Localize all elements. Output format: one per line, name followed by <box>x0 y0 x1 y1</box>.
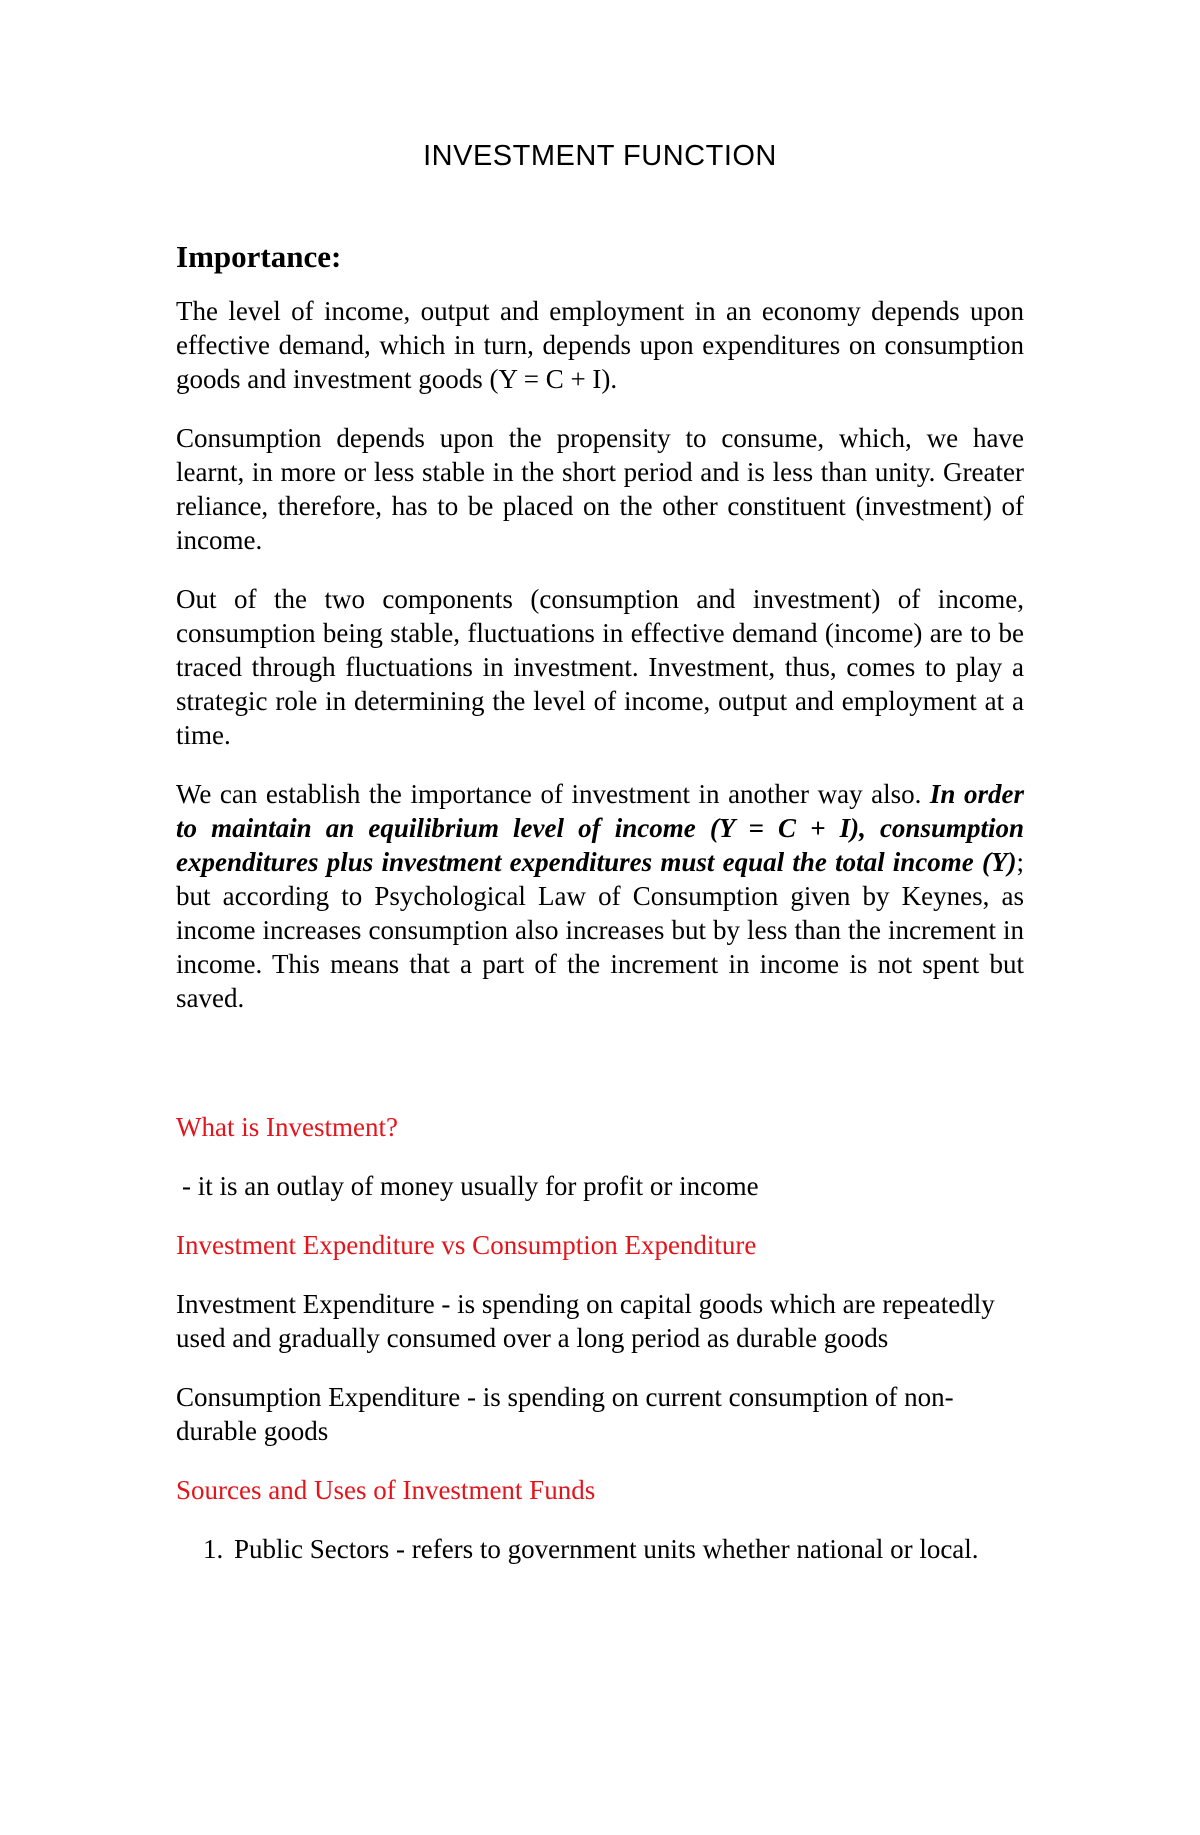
investment-expenditure-definition: Investment Expenditure - is spending on capital goods which are repeatedly used and gradually consumed over a long period as durable goods <box>176 1289 995 1353</box>
spacer <box>176 1040 1024 1110</box>
importance-paragraph-4 <box>176 777 1024 1015</box>
document-body <box>176 240 1024 1566</box>
paragraph-4-intro: We can establish the importance of investment in another way also. <box>176 779 930 809</box>
list-item: 1. Public Sectors - refers to government units whether national or local. <box>230 1532 1024 1566</box>
document-title: INVESTMENT FUNCTION <box>423 140 777 172</box>
importance-paragraph-3: Out of the two components (consumption and investment) of income, consumption being stable, fluctuations in effective demand (income) are to be traced through fluctuations in investment. Investment, thus, comes to play a strategic role in determining the level of income, output and employment at a time. <box>176 584 1024 750</box>
sources-list <box>176 1532 1024 1566</box>
investment-definition: - it is an outlay of money usually for profit or income <box>182 1171 759 1201</box>
importance-paragraph-1: The level of income, output and employment in an economy depends upon effective demand, which in turn, depends upon expenditures on consumption goods and investment goods (Y = C + I). <box>176 296 1024 394</box>
equilibrium-emphasis: In order to maintain an equilibrium level of income (Y = C + I), consumption expenditures plus investment expenditures must equal the total income (Y) <box>176 779 1024 877</box>
what-is-investment-heading: What is Investment? <box>176 1112 398 1142</box>
sources-uses-heading: Sources and Uses of Investment Funds <box>176 1475 596 1505</box>
importance-paragraph-2: Consumption depends upon the propensity to consume, which, we have learnt, in more or less stable in the short period and is less than unity. Greater reliance, therefore, has to be placed on the other constituent (investment) of income. <box>176 423 1024 555</box>
importance-heading: Importance: <box>176 239 342 274</box>
expenditure-comparison-heading: Investment Expenditure vs Consumption Expenditure <box>176 1230 757 1260</box>
paragraph-4-rest: ; but according to Psychological Law of Consumption given by Keynes, as income increases consumption also increases but by less than the increment in income. This means that a part of the increment in income is not spent but saved. <box>176 847 1024 1013</box>
consumption-expenditure-definition: Consumption Expenditure - is spending on current consumption of non-durable goods <box>176 1382 954 1446</box>
